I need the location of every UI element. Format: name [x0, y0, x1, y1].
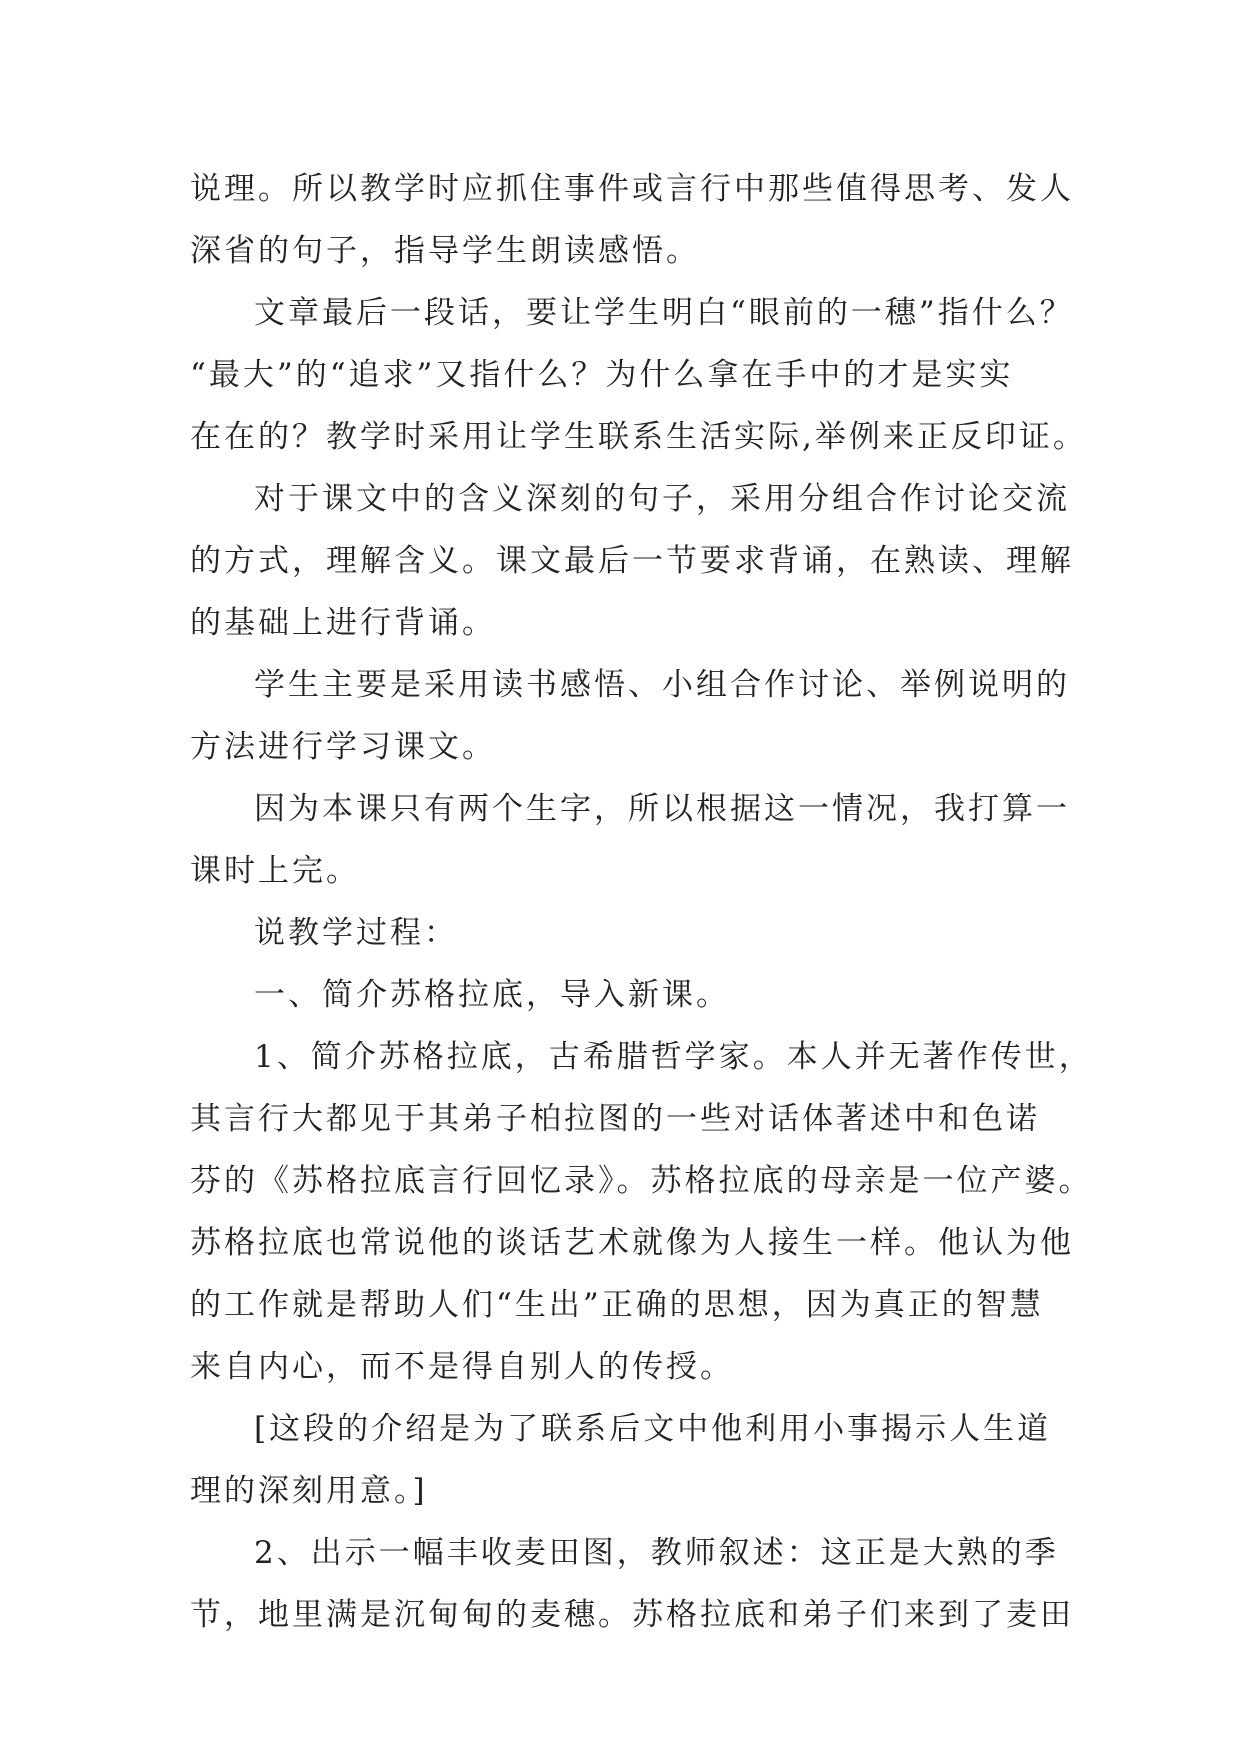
text-line: 方法进行学习课文。 [190, 729, 496, 765]
document-body [190, 158, 1093, 1646]
text-line: 在在的？教学时采用让学生联系生活实际,举例来正反印证。 [190, 419, 1087, 455]
text-line: 学生主要是采用读书感悟、小组合作讨论、举例说明的 [254, 667, 1070, 703]
text-line: 对于课文中的含义深刻的句子，采用分组合作讨论交流 [254, 481, 1070, 517]
text-line: 苏格拉底也常说他的谈话艺术就像为人接生一样。他认为他 [190, 1225, 1074, 1261]
text-line: “最大”的“追求”又指什么？为什么拿在手中的才是实实 [190, 357, 1014, 393]
text-line: 的方式，理解含义。课文最后一节要求背诵，在熟读、理解 [190, 543, 1074, 579]
text-line: 1、简介苏格拉底，古希腊哲学家。本人并无著作传世， [254, 1039, 1093, 1075]
annotation-line: [这段的介绍是为了联系后文中他利用小事揭示人生道 [254, 1411, 1052, 1447]
annotation-line: 理的深刻用意。] [190, 1473, 428, 1509]
section-heading: 说教学过程： [254, 915, 458, 951]
text-line: 文章最后一段话，要让学生明白“眼前的一穗”指什么？ [254, 295, 1074, 331]
text-line: 的基础上进行背诵。 [190, 605, 496, 641]
text-line: 因为本课只有两个生字，所以根据这一情况，我打算一 [254, 791, 1070, 827]
text-line: 的工作就是帮助人们“生出”正确的思想，因为真正的智慧 [190, 1287, 1044, 1323]
text-line: 来自内心，而不是得自别人的传授。 [190, 1349, 734, 1385]
text-line: 深省的句子，指导学生朗读感悟。 [190, 233, 700, 269]
text-line: 说理。所以教学时应抓住事件或言行中那些值得思考、发人 [190, 171, 1074, 207]
text-line: 节，地里满是沉甸甸的麦穗。苏格拉底和弟子们来到了麦田 [190, 1597, 1074, 1633]
subsection-heading: 一、简介苏格拉底，导入新课。 [254, 977, 730, 1013]
text-line: 2、出示一幅丰收麦田图，教师叙述：这正是大熟的季 [254, 1535, 1059, 1571]
text-line: 其言行大都见于其弟子柏拉图的一些对话体著述中和色诺 [190, 1101, 1040, 1137]
text-line: 芬的《苏格拉底言行回忆录》。苏格拉底的母亲是一位产婆。 [190, 1163, 1093, 1199]
text-line: 课时上完。 [190, 853, 360, 889]
